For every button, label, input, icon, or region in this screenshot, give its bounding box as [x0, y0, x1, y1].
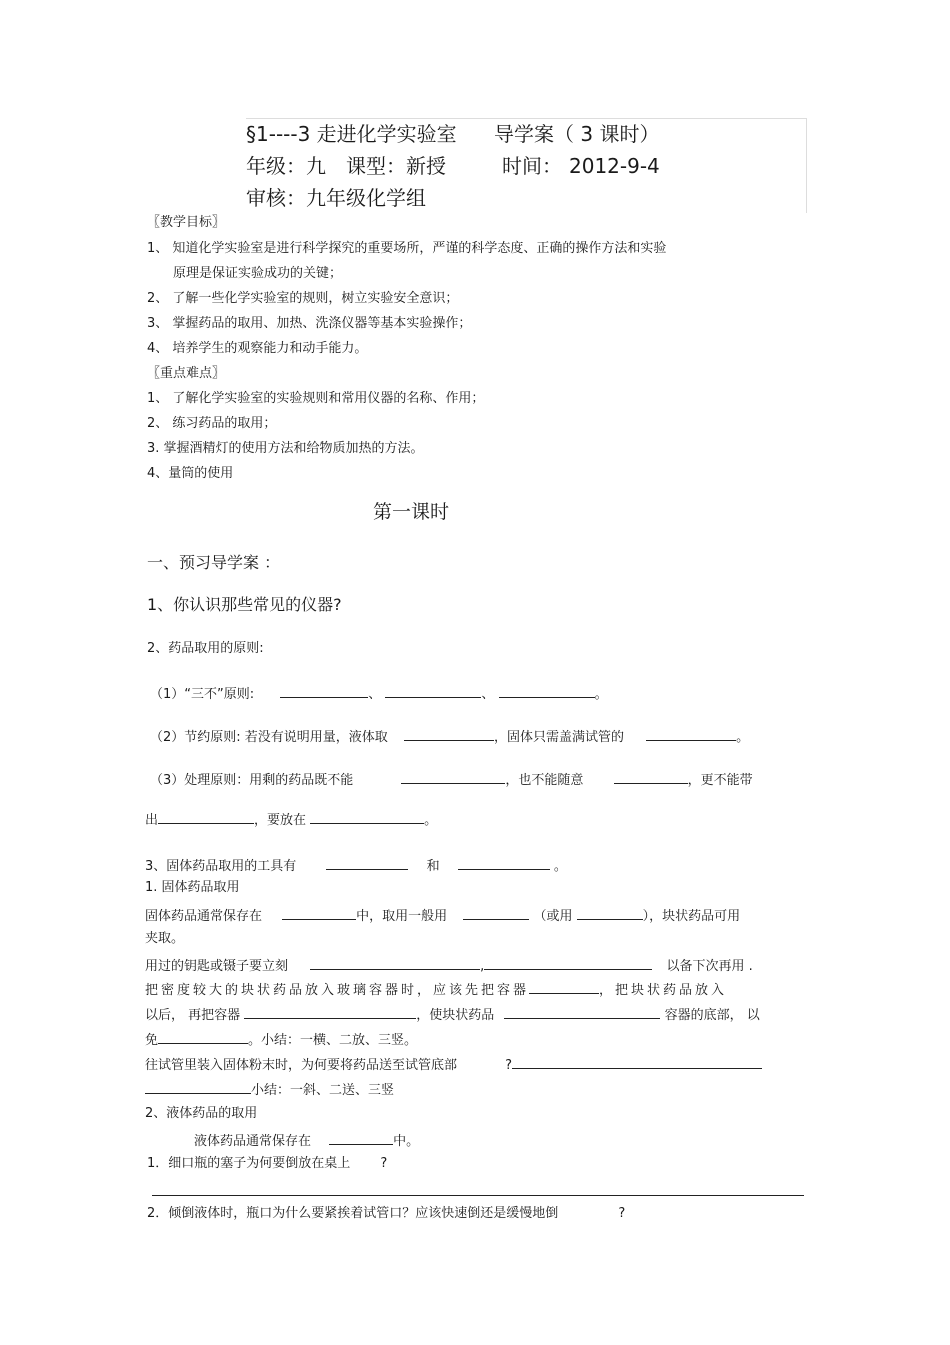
solid-text: 以备下次再用 .: [666, 959, 753, 974]
rule-3-line: [150, 769, 753, 790]
rule-3-mid: ，也不能随意: [505, 773, 584, 788]
solid-text: 往试管里装入固体粉末时，为何要将药品送至试管底部: [145, 1058, 458, 1073]
solid-text: （或用: [533, 909, 573, 924]
solid-line-2: 夹取。: [145, 931, 185, 946]
answer-blank[interactable]: [404, 726, 494, 741]
answer-blank[interactable]: [646, 726, 736, 741]
answer-blank[interactable]: [504, 1004, 660, 1019]
goal-item: 4、 培养学生的观察能力和动手能力。: [147, 341, 368, 356]
solid-text: 。小结：一横、二放、三竖。: [248, 1033, 418, 1048]
period: 。: [424, 813, 438, 828]
solid-text: 免: [145, 1033, 159, 1048]
page-title-right: 导学案（ 3 课时）: [494, 122, 660, 146]
period: 。: [736, 730, 750, 745]
answer-blank[interactable]: [244, 1004, 416, 1019]
answer-blank[interactable]: [577, 905, 643, 920]
answer-blank[interactable]: [329, 1130, 393, 1145]
liquid-text: 中。: [393, 1134, 420, 1149]
question-3-line: [145, 855, 567, 876]
answer-blank[interactable]: [499, 683, 595, 698]
liquid-heading: 2、液体药品的取用: [145, 1106, 258, 1121]
solid-text: ），块状药品可用: [642, 909, 741, 924]
period: 。: [594, 687, 608, 702]
liquid-question-2: [147, 1205, 625, 1223]
answer-blank[interactable]: [145, 1079, 251, 1094]
solid-text: ，使块状药品: [416, 1008, 495, 1023]
question-1: 1、你认识那些常见的仪器?: [147, 595, 342, 614]
goal-item: 2、 了解一些化学实验室的规则，树立实验安全意识；: [147, 291, 459, 306]
solid-line-3: [145, 955, 753, 976]
date-value: 2012-9-4: [569, 154, 660, 178]
rule-1-text: （1）“三不”原则:: [150, 687, 255, 702]
grade-label: 年级：九: [246, 154, 326, 178]
solid-text: ?: [505, 1058, 513, 1073]
header-frame-top: [246, 118, 806, 119]
lesson-title: 第一课时: [373, 501, 450, 523]
solid-line-8: [145, 1079, 394, 1100]
solid-text: 把密度较大的块状药品放入玻璃容器时，应该先把容器: [145, 983, 530, 998]
rule-2-mid: ，固体只需盖满试管的: [493, 730, 624, 745]
question-2: 2、药品取用的原则:: [147, 641, 264, 656]
page-title-left: §1----3 走进化学实验室: [246, 122, 457, 146]
time-label: 时间：: [502, 154, 562, 178]
solid-text: 中，取用一般用: [356, 909, 448, 924]
keypoint-item: 4、量筒的使用: [147, 466, 234, 481]
answer-blank[interactable]: [280, 683, 368, 698]
answer-blank[interactable]: [158, 1029, 248, 1044]
solid-line-5: [145, 1004, 760, 1025]
answer-blank[interactable]: [326, 855, 408, 870]
rule-3-text: （3）处理原则：用剩的药品既不能: [150, 773, 354, 788]
keypoint-item: 2、 练习药品的取用；: [147, 416, 277, 431]
period: 。: [553, 859, 567, 874]
answer-blank[interactable]: [401, 769, 505, 784]
solid-text: 容器的底部， 以: [664, 1008, 760, 1023]
goal-item: 3、 掌握药品的取用、加热、洗涤仪器等基本实验操作；: [147, 316, 472, 331]
answer-blank[interactable]: [614, 769, 688, 784]
solid-line-4: [145, 979, 727, 1000]
answer-blank[interactable]: [463, 905, 529, 920]
liquid-line-1: [194, 1130, 419, 1151]
question-3-text: 3、固体药品取用的工具有: [145, 859, 297, 874]
keypoints-heading: 〖重点难点〗: [147, 366, 226, 381]
solid-text: 以后， 再把容器: [145, 1008, 241, 1023]
solid-line-1: [145, 905, 740, 926]
liquid-text: ?: [380, 1156, 388, 1171]
answer-blank[interactable]: [282, 905, 356, 920]
solid-text: ，把块状药品放入: [599, 983, 728, 998]
solid-heading: 1. 固体药品取用: [145, 880, 240, 895]
rule-1-line: [150, 683, 608, 704]
separator: 、: [481, 687, 495, 702]
liquid-text: 2．倾倒液体时，瓶口为什么要紧挨着试管口？应该快速倒还是缓慢地倒: [147, 1206, 559, 1221]
answer-line[interactable]: [152, 1195, 804, 1196]
goals-heading: 〖教学目标〗: [147, 215, 226, 230]
rule-2-text: （2）节约原则: 若没有说明用量，液体取: [150, 730, 388, 745]
goal-item: 1、 知道化学实验室是进行科学探究的重要场所，严谨的科学态度、正确的操作方法和实验: [147, 241, 667, 256]
solid-text: 小结：一斜、二送、三竖: [251, 1083, 395, 1098]
answer-blank[interactable]: [458, 855, 550, 870]
lesson-type-label: 课型：新授: [346, 154, 446, 178]
answer-blank[interactable]: [385, 683, 481, 698]
answer-blank[interactable]: [158, 809, 254, 824]
answer-blank[interactable]: [512, 1054, 762, 1069]
header-frame-right: [806, 118, 807, 213]
rule-3-end: ，更不能带: [687, 773, 753, 788]
solid-line-7: [145, 1054, 762, 1075]
solid-text: 用过的钥匙或镊子要立刻: [145, 959, 289, 974]
separator: 、: [368, 687, 382, 702]
rule-2-line: [150, 726, 749, 747]
solid-text: 固体药品通常保存在: [145, 909, 263, 924]
answer-blank[interactable]: [310, 955, 480, 970]
solid-text: ,: [480, 959, 485, 974]
liquid-text: 液体药品通常保存在: [194, 1134, 312, 1149]
rule-3b-line: [145, 809, 437, 830]
keypoint-item: 3. 掌握酒精灯的使用方法和给物质加热的方法。: [147, 441, 424, 456]
liquid-question-1: [147, 1155, 387, 1173]
solid-line-6: [145, 1029, 417, 1050]
section-heading: 一、预习导学案 ：: [147, 553, 281, 572]
goal-item: 原理是保证实验成功的关键；: [173, 266, 343, 281]
keypoint-item: 1、 了解化学实验室的实验规则和常用仪器的名称、作用；: [147, 391, 485, 406]
answer-blank[interactable]: [484, 955, 652, 970]
answer-blank[interactable]: [529, 979, 599, 994]
liquid-text: 1．细口瓶的塞子为何要倒放在桌上: [147, 1156, 351, 1171]
and-word: 和: [426, 859, 440, 874]
rule-3b-mid: ，要放在: [254, 813, 307, 828]
rule-3b-text: 出: [145, 813, 159, 828]
liquid-text: ?: [618, 1206, 626, 1221]
reviewer-label: 审核：九年级化学组: [246, 186, 426, 210]
answer-blank[interactable]: [310, 809, 424, 824]
